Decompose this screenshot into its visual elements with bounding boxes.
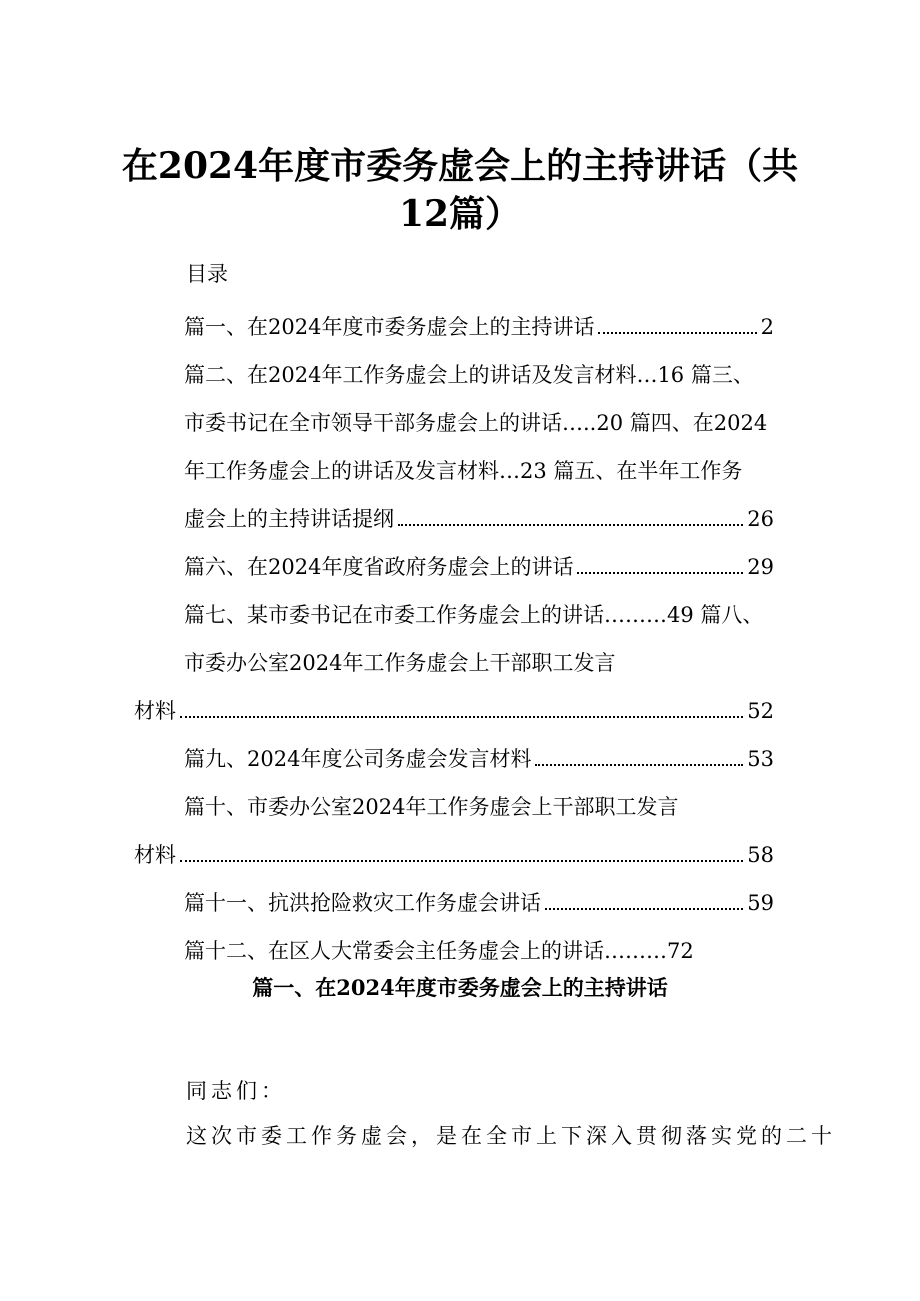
toc-page-number: 59 bbox=[747, 891, 774, 915]
toc-line-8[interactable]: 市委办公室2024年工作务虚会上干部职工发言 bbox=[184, 651, 616, 675]
toc-page-number: 58 bbox=[747, 843, 774, 867]
section-title: 篇一、在2024年度市委务虚会上的主持讲话 bbox=[252, 975, 668, 1000]
toc-leader bbox=[180, 716, 743, 718]
body-paragraph: 这次市委工作务虚会，是在全市上下深入贯彻落实党的二十 bbox=[186, 1124, 836, 1148]
toc-entry-10-cont[interactable] bbox=[134, 839, 774, 869]
toc-entry-5[interactable] bbox=[184, 503, 774, 533]
salutation: 同志们： bbox=[186, 1079, 286, 1103]
toc-line-2[interactable]: 篇二、在2024年工作务虚会上的讲话及发言材料…16 篇三、 bbox=[184, 363, 754, 387]
toc-leader bbox=[545, 908, 743, 910]
toc-entry-11[interactable] bbox=[184, 887, 774, 917]
toc-page-number: 29 bbox=[747, 555, 774, 579]
toc-entry-text: 篇一、在2024年度市委务虚会上的主持讲话 bbox=[184, 315, 595, 339]
toc-page-number: 26 bbox=[747, 507, 774, 531]
toc-leader bbox=[180, 860, 743, 862]
toc-leader bbox=[535, 764, 743, 766]
toc-line-3[interactable]: 市委书记在全市领导干部务虚会上的讲话…..20 篇四、在2024 bbox=[184, 411, 768, 435]
toc-entry-8-cont[interactable] bbox=[134, 695, 774, 725]
toc-entry-1[interactable] bbox=[184, 311, 774, 341]
toc-entry-6[interactable] bbox=[184, 551, 774, 581]
toc-line-7[interactable]: 篇七、某市委书记在市委工作务虚会上的讲话………49 篇八、 bbox=[184, 603, 764, 627]
document-title-line-1: 在2024年度市委务虚会上的主持讲话（共 bbox=[121, 145, 799, 187]
toc-entry-text: 篇十一、抗洪抢险救灾工作务虚会讲话 bbox=[184, 891, 541, 915]
toc-line-4[interactable]: 年工作务虚会上的讲话及发言材料…23 篇五、在半年工作务 bbox=[184, 459, 743, 483]
toc-entry-text: 材料 bbox=[134, 843, 176, 867]
toc-leader bbox=[398, 524, 743, 526]
toc-line-10[interactable]: 篇十、市委办公室2024年工作务虚会上干部职工发言 bbox=[184, 795, 679, 819]
toc-line-12[interactable]: 篇十二、在区人大常委会主任务虚会上的讲话………72 bbox=[184, 939, 694, 963]
toc-entry-text: 虚会上的主持讲话提纲 bbox=[184, 507, 394, 531]
toc-entry-text: 篇九、2024年度公司务虚会发言材料 bbox=[184, 747, 532, 771]
toc-leader bbox=[577, 572, 743, 574]
toc-entry-text: 篇六、在2024年度省政府务虚会上的讲话 bbox=[184, 555, 574, 579]
toc-page-number: 53 bbox=[747, 747, 774, 771]
toc-page-number: 2 bbox=[760, 315, 774, 339]
toc-entry-text: 材料 bbox=[134, 699, 176, 723]
document-title-line-2: 12篇） bbox=[398, 193, 522, 235]
toc-heading: 目录 bbox=[186, 262, 228, 286]
toc-entry-9[interactable] bbox=[184, 743, 774, 773]
toc-page-number: 52 bbox=[747, 699, 774, 723]
toc-leader bbox=[598, 332, 756, 334]
